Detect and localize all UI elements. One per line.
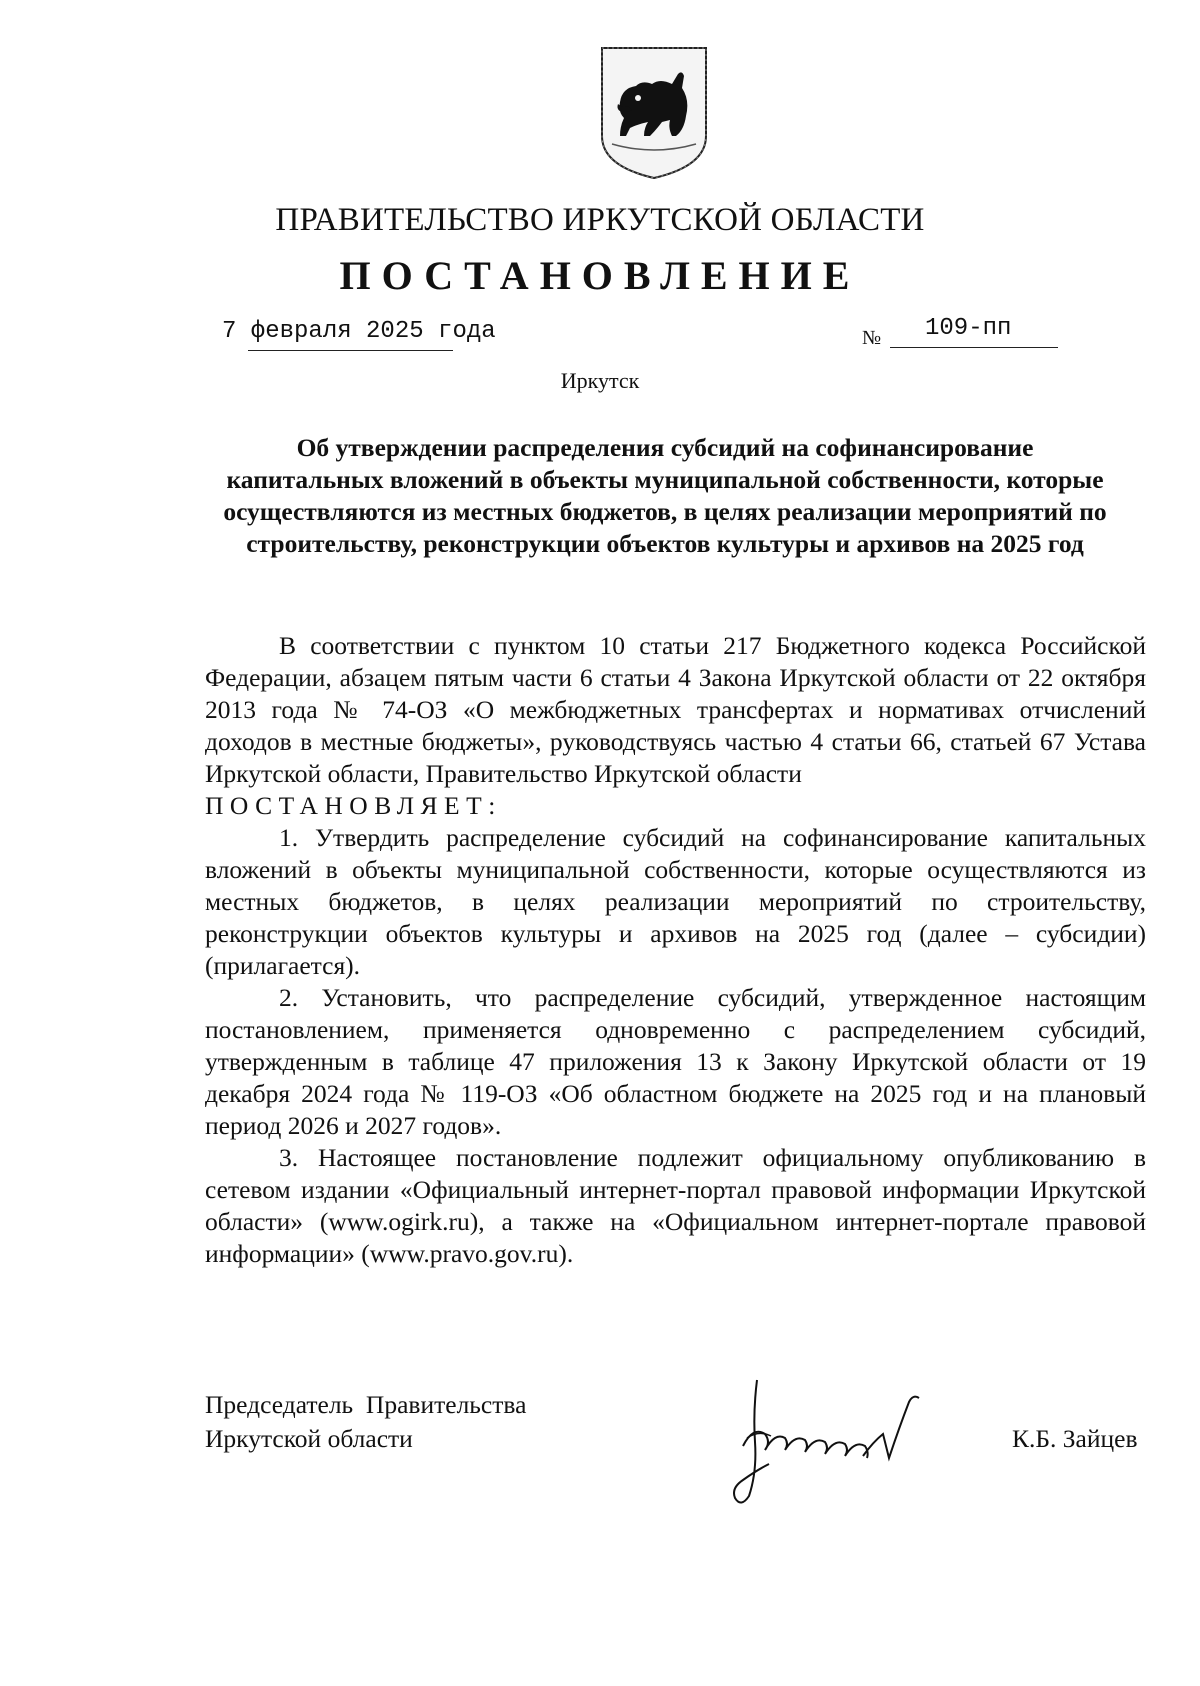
handwritten-signature-icon bbox=[713, 1372, 953, 1512]
city: Иркутск bbox=[560, 368, 640, 393]
decree-word: ПОСТАНОВЛЯЕТ: bbox=[205, 791, 502, 820]
item-3-paragraph: 3. Настоящее постановление подлежит официальному опубликованию в сетевом издании «Официальный интернет-портал правовой информации Иркутской области» (www.ogirk.ru), а также на «Официальном интернет-портале правовой информации» (www.pravo.gov.ru). bbox=[205, 1143, 1146, 1268]
item-2-paragraph: 2. Установить, что распределение субсидий, утвержденное настоящим постановлением, применяется одновременно с распределением субсидий, утвержденным в таблице 47 приложения 13 к Закону Иркутской области от 19 декабря 2024 года № 119-ОЗ «Об областном бюджете на 2025 год и на плановый период 2026 и 2027 годов». bbox=[205, 983, 1146, 1140]
preamble-paragraph: В соответствии с пунктом 10 статьи 217 Бюджетного кодекса Российской Федерации, абзацем пятым части 6 статьи 4 Закона Иркутской области от 22 октября 2013 года № 74-ОЗ «О межбюджетных трансфертах и нормативах отчислений доходов в местные бюджеты», руководствуясь частью 4 статьи 66, статьей 67 Устава Иркутской области, Правительство Иркутской области bbox=[205, 631, 1146, 788]
item-1-paragraph: 1. Утвердить распределение субсидий на софинансирование капитальных вложений в объекты муниципальной собственности, которые осуществляются из местных бюджетов, в целях реализации мероприятий по строительству, реконструкции объектов культуры и архивов на 2025 год (далее – субсидии) (прилагается). bbox=[205, 823, 1146, 980]
document-type: ПОСТАНОВЛЕНИЕ bbox=[339, 253, 861, 298]
document-body bbox=[205, 630, 1146, 1270]
signatory-name: К.Б. Зайцев bbox=[1012, 1424, 1138, 1453]
number-sign: № bbox=[862, 327, 882, 349]
signatory-position bbox=[205, 1388, 526, 1456]
document-date: 7 февраля 2025 года bbox=[222, 318, 496, 345]
document-title: Об утверждении распределения субсидий на софинансирование капитальных вложений в объекты муниципальной собственности, которые осуществляются из местных бюджетов, в целях реализации мероприятий по строительству, реконструкции объектов культуры и архивов на 2025 год bbox=[223, 433, 1107, 558]
date-underline bbox=[248, 350, 453, 351]
position-line-1: Председатель Правительства bbox=[205, 1390, 527, 1419]
government-name: ПРАВИТЕЛЬСТВО ИРКУТСКОЙ ОБЛАСТИ bbox=[275, 202, 925, 238]
irkutsk-coat-of-arms-icon bbox=[598, 44, 710, 182]
position-line-2: Иркутской области bbox=[205, 1424, 413, 1453]
document-number: 109-пп bbox=[925, 315, 1012, 342]
number-underline bbox=[890, 347, 1058, 348]
